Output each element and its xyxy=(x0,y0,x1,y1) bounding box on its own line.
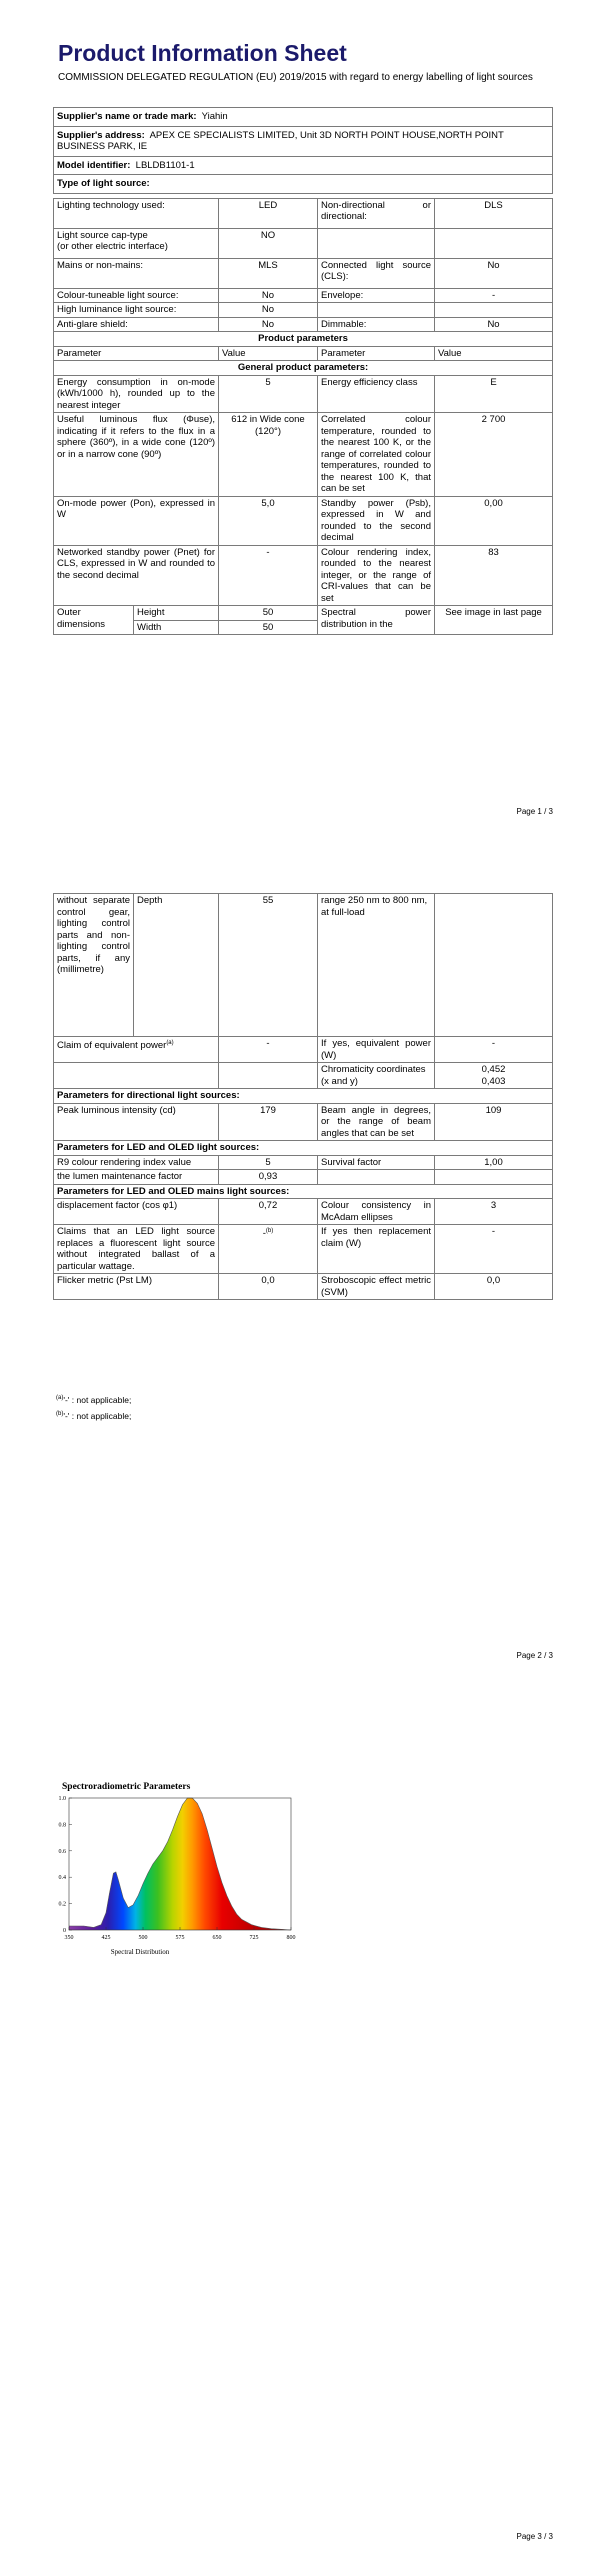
spectral-distribution-chart xyxy=(40,1790,300,1960)
table-row: Energy consumption in on-mode (kWh/1000 h), rounded up to the nearest integer 5 Energy efficiency class E xyxy=(54,375,553,413)
x-tick-label: 500 xyxy=(138,1935,148,1941)
supplier-address: APEX CE SPECIALISTS LIMITED, Unit 3D NORTH POINT HOUSE,NORTH POINT BUSINESS PARK, IE xyxy=(57,129,504,152)
table-row: Flicker metric (Pst LM) 0,0 Stroboscopic effect metric (SVM) 0,0 xyxy=(54,1274,553,1300)
table-row: Light source cap-type (or other electric interface) NO xyxy=(54,228,553,258)
x-tick-label: 350 xyxy=(64,1935,74,1941)
outer-dimensions-label-cont: without separate control gear, lighting control parts and non-lighting control parts, if any (millimetre) xyxy=(54,894,134,1037)
table-row: Claim of equivalent power$^{(a)}$ - If yes, equivalent power (W) - xyxy=(54,1037,553,1063)
model-cell: Model identifier: LBLDB1101-1 xyxy=(54,156,553,175)
height-value: 50 xyxy=(219,606,318,621)
table-row: the lumen maintenance factor 0,93 xyxy=(54,1170,553,1185)
directional-heading: Parameters for directional light sources: xyxy=(54,1089,553,1104)
table-row: displacement factor (cos φ1) 0,72 Colour consistency in McAdam ellipses 3 xyxy=(54,1199,553,1225)
page-number: Page 1 / 3 xyxy=(516,807,553,816)
table-row: Lighting technology used: LED Non-directional or directional: DLS xyxy=(54,198,553,228)
table-row: Claims that an LED light source replaces a fluorescent light source without integrated ballast of a particular wattage. -$^{(b)}$ If yes then replacement claim (W) - xyxy=(54,1225,553,1274)
product-parameters-heading: Product parameters xyxy=(54,332,553,347)
table-row: Mains or non-mains: MLS Connected light source (CLS): No xyxy=(54,258,553,288)
y-tick-label: 1.0 xyxy=(58,1796,66,1802)
supplier-name-cell: Supplier's name or trade mark: Yiahin xyxy=(54,108,553,127)
table-row: Networked standby power (Pnet) for CLS, expressed in W and rounded to the second decimal - Colour rendering index, rounded to the nearest integer, or the range of CRI-values that can be set 83 xyxy=(54,545,553,606)
y-tick-label: 0 xyxy=(63,1928,66,1934)
column-header-row: Parameter Value Parameter Value xyxy=(54,346,553,361)
regulation-text: COMMISSION DELEGATED REGULATION (EU) 2019/2015 with regard to energy labelling of light sources xyxy=(58,72,533,83)
footnote-a: $^{(a)}$'-' : not applicable; xyxy=(56,1394,132,1405)
supplier-name: Yiahin xyxy=(201,111,228,122)
y-tick-label: 0.4 xyxy=(58,1875,66,1882)
table-row: Useful luminous flux (Φuse), indicating if it refers to the flux in a sphere (360º), in a wide cone (120º) or in a narrow cone (90º) 612 in Wide cone (120°) Correlated colour temperature, rounded to the nearest 100 K, or the range of correlated colour temperatures, rounded to the nearest 100 K, that can be set 2 700 xyxy=(54,413,553,497)
depth-label: Depth xyxy=(134,894,219,1037)
x-tick-label: 425 xyxy=(101,1935,111,1941)
outer-dimensions-label: Outer dimensions xyxy=(54,606,134,635)
table-row: Anti-glare shield: No Dimmable: No xyxy=(54,317,553,332)
table-row xyxy=(54,894,553,1037)
y-tick-label: 0.6 xyxy=(58,1848,66,1855)
info-table-page-2 xyxy=(53,893,553,1300)
spectral-value: See image in last page xyxy=(435,606,553,635)
led-mains-heading: Parameters for LED and OLED mains light sources: xyxy=(54,1184,553,1199)
table-row: Peak luminous intensity (cd) 179 Beam angle in degrees, or the range of beam angles that can be set 109 xyxy=(54,1103,553,1141)
depth-value: 55 xyxy=(219,894,318,1037)
y-tick-label: 0.2 xyxy=(58,1901,66,1908)
width-label: Width xyxy=(134,620,219,635)
width-value: 50 xyxy=(219,620,318,635)
general-parameters-heading: General product parameters: xyxy=(54,361,553,376)
table-row: R9 colour rendering index value 5 Survival factor 1,00 xyxy=(54,1155,553,1170)
model-identifier: LBLDB1101-1 xyxy=(135,159,195,171)
table-row: High luminance light source: No xyxy=(54,303,553,318)
table-row: On-mode power (Pon), expressed in W 5,0 Standby power (Psb), expressed in W and rounded to the second decimal 0,00 xyxy=(54,496,553,545)
spectral-label-cont: range 250 nm to 800 nm, at full-load xyxy=(318,894,435,1037)
spectrum-fill xyxy=(40,1790,300,1960)
x-tick-label: 575 xyxy=(175,1935,185,1941)
chart-title: Spectroradiometric Parameters xyxy=(62,1782,191,1792)
table-row: Chromaticity coordinates (x and y) 0,452 0,403 xyxy=(54,1063,553,1089)
page-number: Page 3 / 3 xyxy=(516,2532,553,2541)
type-of-light-source-label: Type of light source: xyxy=(54,175,553,194)
spectral-label: Spectral power distribution in the xyxy=(318,606,435,635)
page-number: Page 2 / 3 xyxy=(516,1651,553,1660)
table-row: Colour-tuneable light source: No Envelope: - xyxy=(54,288,553,303)
x-axis-label: Spectral Distribution xyxy=(110,1948,170,1956)
supplier-address-cell: Supplier's address: APEX CE SPECIALISTS LIMITED, Unit 3D NORTH POINT HOUSE,NORTH POINT BUSINESS PARK, IE xyxy=(54,126,553,156)
height-label: Height xyxy=(134,606,219,621)
x-tick-label: 650 xyxy=(212,1935,222,1941)
footnote-b: $^{(b)}$'-' : not applicable; xyxy=(56,1410,132,1421)
led-heading: Parameters for LED and OLED light sources: xyxy=(54,1141,553,1156)
x-tick-label: 725 xyxy=(249,1935,259,1941)
y-tick-label: 0.8 xyxy=(58,1822,66,1829)
x-tick-label: 800 xyxy=(286,1935,296,1941)
page-title: Product Information Sheet xyxy=(58,40,347,66)
